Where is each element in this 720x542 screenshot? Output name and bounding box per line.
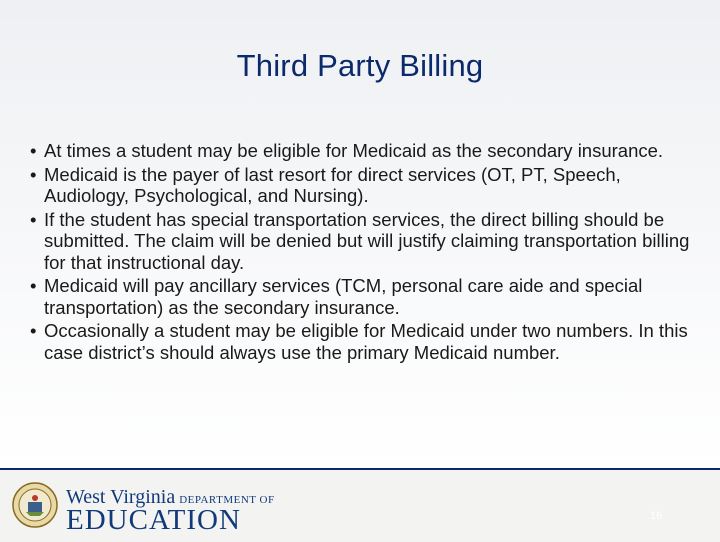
bullet-icon: • [30,163,37,185]
logo-dept-text: DEPARTMENT OF [179,494,275,506]
logo-education-text: EDUCATION [66,504,241,536]
bullet-text: If the student has special transportation services, the direct billing should be submitted. The claim will be denied but will justify claiming transportation billing for that instructional day. [44,208,690,273]
bullet-icon: • [30,208,37,230]
bullet-item [30,140,700,162]
bullet-icon: • [30,320,37,341]
bullet-text: Medicaid will pay ancillary services (TCM, personal care aide and special transportation) as the secondary insurance. [44,275,643,318]
bullet-item [30,275,700,318]
bullet-item [30,164,700,207]
bullet-item [30,209,700,274]
bullet-item [30,320,700,363]
state-seal-icon [12,482,58,528]
bullet-text: At times a student may be eligible for Medicaid as the secondary insurance. [44,140,664,161]
bullet-icon: • [30,275,37,296]
slide-title: Third Party Billing [236,48,484,83]
bullet-text: Occasionally a student may be eligible for Medicaid under two numbers. In this case district’s should always use the primary Medicaid number. [44,320,688,363]
bullet-icon: • [30,140,37,161]
bullet-list [30,140,700,365]
bullet-text: Medicaid is the payer of last resort for direct services (OT, PT, Speech, Audiology, Psychological, and Nursing). [44,163,621,206]
page-number: 16 [650,510,663,522]
logo-state-text: West Virginia [66,486,176,508]
